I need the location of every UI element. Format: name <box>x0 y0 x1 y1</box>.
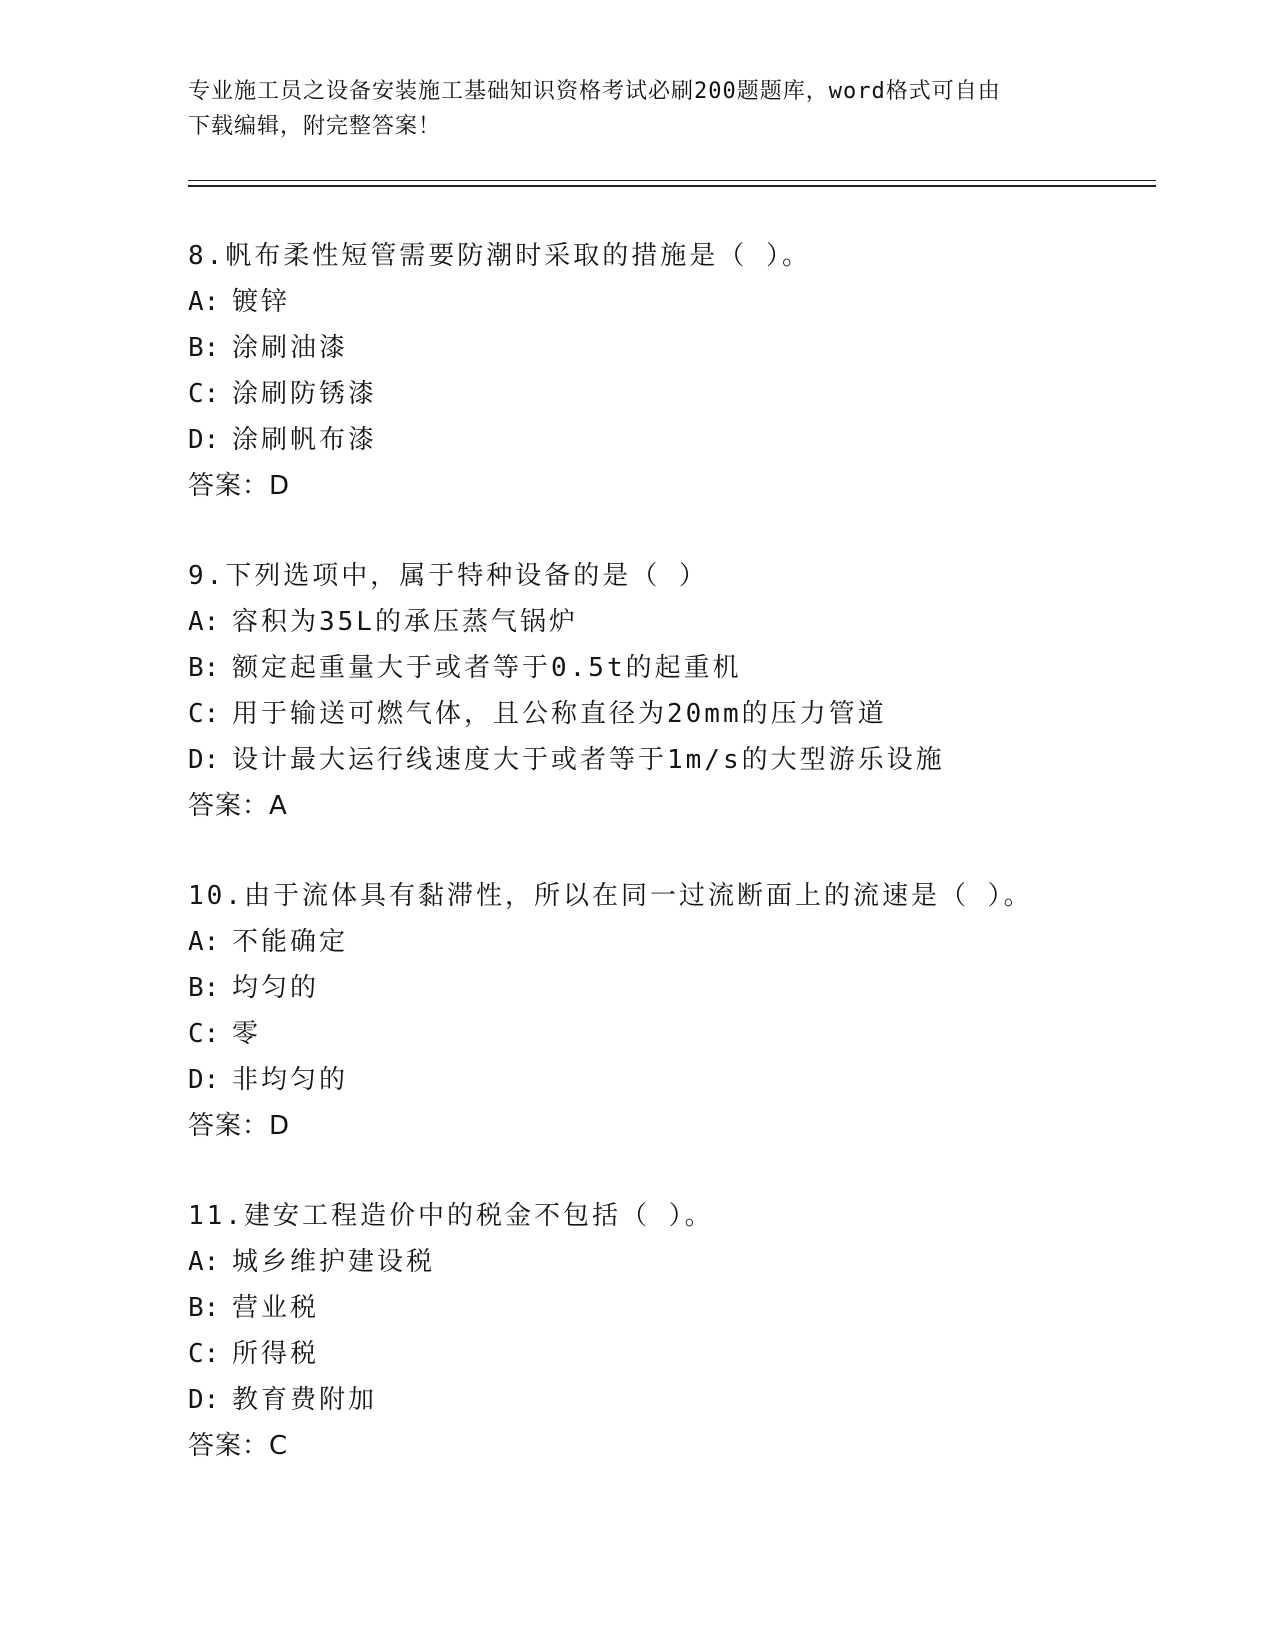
question-stem: 9.下列选项中，属于特种设备的是（ ） <box>188 561 708 591</box>
option-text: 涂刷油漆 <box>232 333 349 363</box>
option-letter: A: <box>188 607 220 637</box>
option-text: 城乡维护建设税 <box>232 1247 436 1277</box>
header-divider-top <box>188 180 1156 181</box>
option-letter: C: <box>188 1019 220 1049</box>
option-letter: C: <box>188 379 220 409</box>
option-c <box>188 1331 1148 1377</box>
option-c <box>188 371 1148 417</box>
option-letter: A: <box>188 287 220 317</box>
document-header <box>188 74 1068 144</box>
question-stem: 8.帆布柔性短管需要防潮时采取的措施是（ ）。 <box>188 241 811 271</box>
option-letter: D: <box>188 745 220 775</box>
header-line-2: 下载编辑，附完整答案！ <box>188 114 442 139</box>
option-d <box>188 417 1148 463</box>
answer-line: 答案：D <box>188 1111 291 1141</box>
option-b <box>188 325 1148 371</box>
option-c <box>188 1011 1148 1057</box>
option-c <box>188 691 1148 737</box>
option-text: 不能确定 <box>232 927 349 957</box>
question-block <box>188 873 1148 1149</box>
option-d <box>188 737 1148 783</box>
answer-line: 答案：C <box>188 1431 289 1461</box>
option-letter: B: <box>188 653 220 683</box>
option-d <box>188 1057 1148 1103</box>
option-text: 容积为35L的承压蒸气锅炉 <box>232 607 578 637</box>
option-a <box>188 599 1148 645</box>
option-text: 设计最大运行线速度大于或者等于1m/s的大型游乐设施 <box>232 745 945 775</box>
option-text: 均匀的 <box>232 973 320 1003</box>
answer-line: 答案：D <box>188 471 291 501</box>
option-text: 涂刷帆布漆 <box>232 425 378 455</box>
option-letter: A: <box>188 927 220 957</box>
option-letter: D: <box>188 1385 220 1415</box>
option-b <box>188 965 1148 1011</box>
option-a <box>188 279 1148 325</box>
option-text: 涂刷防锈漆 <box>232 379 378 409</box>
option-text: 用于输送可燃气体，且公称直径为20mm的压力管道 <box>232 699 887 729</box>
option-a <box>188 1239 1148 1285</box>
option-text: 额定起重量大于或者等于0.5t的起重机 <box>232 653 742 683</box>
question-stem: 10.由于流体具有黏滞性，所以在同一过流断面上的流速是（ ）。 <box>188 881 1033 911</box>
option-text: 营业税 <box>232 1293 320 1323</box>
option-a <box>188 919 1148 965</box>
option-letter: B: <box>188 333 220 363</box>
option-text: 零 <box>232 1019 262 1049</box>
option-letter: C: <box>188 699 220 729</box>
option-b <box>188 1285 1148 1331</box>
option-letter: C: <box>188 1339 220 1369</box>
option-text: 镀锌 <box>232 287 291 317</box>
option-letter: B: <box>188 973 220 1003</box>
header-divider-bottom <box>188 185 1156 187</box>
option-letter: A: <box>188 1247 220 1277</box>
option-letter: B: <box>188 1293 220 1323</box>
question-block <box>188 233 1148 509</box>
question-stem: 11.建安工程造价中的税金不包括（ ）。 <box>188 1201 714 1231</box>
question-block <box>188 1193 1148 1469</box>
option-text: 非均匀的 <box>232 1065 349 1095</box>
option-text: 教育费附加 <box>232 1385 378 1415</box>
answer-line: 答案：A <box>188 791 288 821</box>
option-d <box>188 1377 1148 1423</box>
option-letter: D: <box>188 1065 220 1095</box>
question-block <box>188 553 1148 829</box>
option-b <box>188 645 1148 691</box>
option-text: 所得税 <box>232 1339 320 1369</box>
header-line-1: 专业施工员之设备安装施工基础知识资格考试必刷200题题库，word格式可自由 <box>188 79 1001 104</box>
option-letter: D: <box>188 425 220 455</box>
